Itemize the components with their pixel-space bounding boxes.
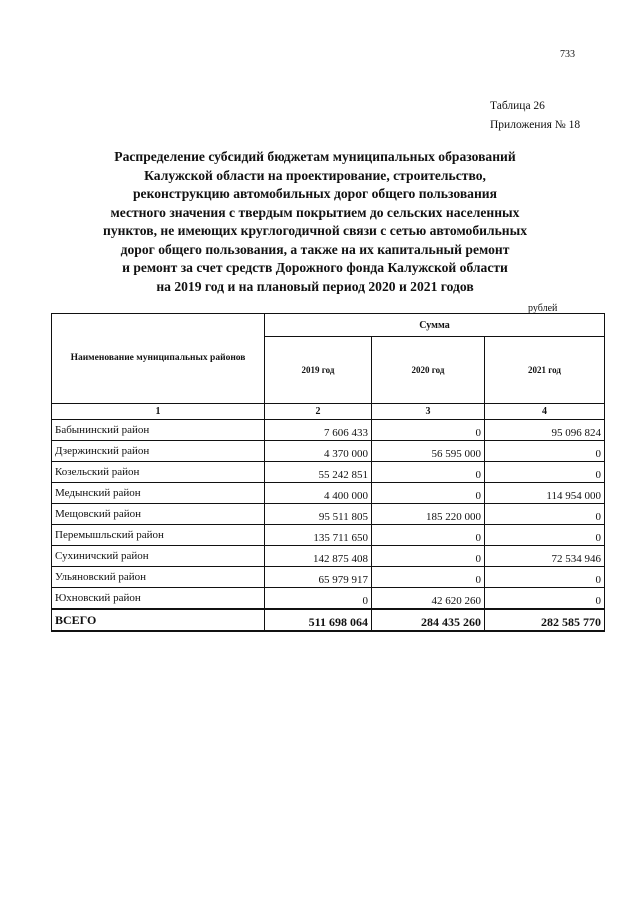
amount-2021: 0 — [485, 462, 605, 483]
title-line: и ремонт за счет средств Дорожного фонда Калужской области — [122, 260, 508, 275]
amount-2020: 0 — [372, 483, 485, 504]
total-label: ВСЕГО — [52, 609, 265, 631]
column-number-row — [52, 404, 605, 420]
district-name: Юхновский район — [52, 588, 265, 610]
amount-2020: 185 220 000 — [372, 504, 485, 525]
column-number: 2 — [265, 404, 372, 420]
amount-2021: 0 — [485, 588, 605, 610]
amount-2021: 114 954 000 — [485, 483, 605, 504]
district-name: Мещовский район — [52, 504, 265, 525]
amount-2019: 7 606 433 — [265, 420, 372, 441]
table-row — [52, 420, 605, 441]
amount-2019: 95 511 805 — [265, 504, 372, 525]
table-row — [52, 462, 605, 483]
amount-2019: 55 242 851 — [265, 462, 372, 483]
header-year-2020: 2020 год — [372, 337, 485, 404]
header-year-2021: 2021 год — [485, 337, 605, 404]
district-name: Ульяновский район — [52, 567, 265, 588]
document-title — [60, 148, 570, 296]
title-line: Калужской области на проектирование, строительство, — [144, 167, 486, 183]
header-year-2019: 2019 год — [265, 337, 372, 404]
amount-2021: 72 534 946 — [485, 546, 605, 567]
title-line: местного значения с твердым покрытием до сельских населенных — [110, 204, 520, 220]
amount-2021: 0 — [485, 441, 605, 462]
district-name: Сухиничский район — [52, 546, 265, 567]
district-name: Перемышльский район — [52, 525, 265, 546]
title-line: дорог общего пользования, а также на их капитальный ремонт — [120, 241, 510, 257]
table-row — [52, 525, 605, 546]
table-row — [52, 546, 605, 567]
table-row — [52, 588, 605, 610]
amount-2020: 0 — [372, 462, 485, 483]
amount-2020: 42 620 260 — [372, 588, 485, 610]
table-row — [52, 441, 605, 462]
table-reference-line1: Таблица 26 — [490, 100, 545, 112]
amount-2019: 4 370 000 — [265, 441, 372, 462]
amount-2020: 0 — [372, 567, 485, 588]
column-number: 1 — [52, 404, 265, 420]
total-2019: 511 698 064 — [265, 609, 372, 631]
total-2020: 284 435 260 — [372, 609, 485, 631]
table-reference — [490, 97, 580, 135]
table-row — [52, 567, 605, 588]
column-number: 3 — [372, 404, 485, 420]
table-row — [52, 504, 605, 525]
amount-2020: 56 595 000 — [372, 441, 485, 462]
amount-2019: 4 400 000 — [265, 483, 372, 504]
district-name: Козельский район — [52, 462, 265, 483]
unit-label: рублей — [528, 303, 558, 314]
amount-2019: 0 — [265, 588, 372, 610]
amount-2021: 0 — [485, 504, 605, 525]
amount-2021: 0 — [485, 567, 605, 588]
district-name: Медынский район — [52, 483, 265, 504]
district-name: Дзержинский район — [52, 441, 265, 462]
total-2021: 282 585 770 — [485, 609, 605, 631]
page-number: 733 — [560, 49, 575, 60]
amount-2020: 0 — [372, 420, 485, 441]
amount-2019: 135 711 650 — [265, 525, 372, 546]
table-reference-line2: Приложения № 18 — [490, 119, 581, 131]
table-row — [52, 483, 605, 504]
amount-2021: 95 096 824 — [485, 420, 605, 441]
amount-2019: 65 979 917 — [265, 567, 372, 588]
title-line: пунктов, не имеющих круглогодичной связи с сетью автомобильных — [102, 223, 528, 238]
column-number: 4 — [485, 404, 605, 420]
amount-2021: 0 — [485, 525, 605, 546]
title-line: реконструкцию автомобильных дорог общего пользования — [132, 186, 497, 201]
district-name: Бабынинский район — [52, 420, 265, 441]
total-row — [52, 609, 605, 631]
title-line: Распределение субсидий бюджетам муниципальных образований — [114, 149, 516, 164]
amount-2019: 142 875 408 — [265, 546, 372, 567]
subsidy-table — [51, 313, 605, 632]
header-district-name: Наименование муниципальных районов — [52, 314, 265, 404]
amount-2020: 0 — [372, 525, 485, 546]
amount-2020: 0 — [372, 546, 485, 567]
title-line: на 2019 год и на плановый период 2020 и 2021 годов — [156, 278, 474, 294]
header-sum: Сумма — [265, 314, 605, 337]
